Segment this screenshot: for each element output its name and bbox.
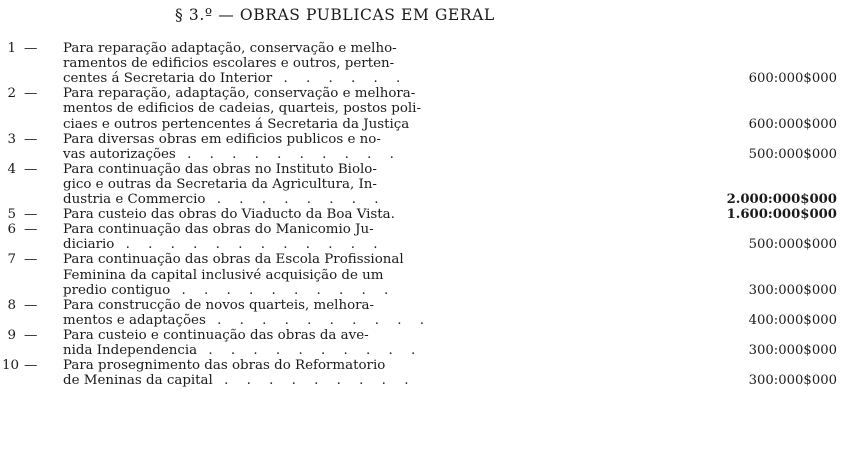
item-number: 10 (2, 358, 20, 374)
section-title: § 3.º — OBRAS PUBLICAS EM GERAL (175, 6, 495, 24)
item-number: 2 (7, 86, 16, 102)
dash-separator: — (24, 327, 38, 343)
dash-separator: — (24, 358, 38, 374)
item-text: Para continuação das obras no Instituto Biolo- (63, 161, 377, 177)
item-amount: 1.600:000$000 (726, 207, 837, 223)
item-text: Para custeio das obras do Viaducto da Boa Vista. (63, 207, 395, 223)
dot-leaders: . . . . . . . . . . . . (114, 237, 385, 253)
item-text: ciaes e outros pertencentes á Secretaria da Justiça (63, 116, 410, 132)
item-text: Para reparação, adaptação, conservação e melhora- (63, 86, 416, 102)
dash-separator: — (24, 207, 38, 223)
item-text: Para diversas obras em edificios publicos e no- (63, 131, 381, 147)
item-text: de Meninas da capital . . . . . . . . . (63, 373, 416, 389)
item-amount: 400:000$000 (748, 312, 837, 328)
item-amount: 300:000$000 (748, 343, 837, 358)
item-text: Para continuação das obras do Manicomio Ju- (63, 222, 374, 238)
item-text: centes á Secretaria do Interior . . . . . . (63, 71, 408, 87)
item-number: 6 (7, 222, 16, 238)
dash-separator: — (24, 222, 38, 238)
item-text: mentos e adaptações . . . . . . . . . . (63, 312, 431, 328)
item-text: Para construcção de novos quarteis, melhora- (63, 297, 375, 313)
item-amount: 500:000$000 (748, 146, 837, 162)
dash-separator: — (24, 252, 38, 268)
item-text: dustria e Commercio . . . . . . . . (63, 192, 386, 207)
dash-separator: — (24, 161, 38, 177)
item-number: 5 (7, 207, 16, 223)
item-text: Feminina da capital inclusivé acquisição de um (63, 267, 384, 283)
item-text: Para custeio e continuação das obras da ave- (63, 327, 369, 343)
item-amount: 600:000$000 (748, 71, 837, 87)
item-text: mentos de edificios de cadeias, quarteis, postos poli- (63, 101, 421, 117)
dot-leaders: . . . . . . . . . . (175, 146, 401, 162)
item-text: gico e outras da Secretaria da Agricultura, In- (63, 176, 377, 192)
item-text: vas autorizações . . . . . . . . . . (63, 146, 401, 162)
item-amount: 300:000$000 (748, 282, 837, 298)
dot-leaders: . . . . . . . . . (212, 373, 416, 389)
dot-leaders: . . . . . . (272, 71, 408, 87)
item-text: ramentos de edificios escolares e outros, perten- (63, 56, 395, 72)
dash-separator: — (24, 41, 38, 56)
dot-leaders: . . . . . . . . (205, 192, 386, 207)
item-text: diciario . . . . . . . . . . . . (63, 237, 385, 253)
item-text: nida Independencia . . . . . . . . . . (63, 343, 423, 358)
item-number: 3 (7, 131, 16, 147)
item-text: Para prosegnimento das obras do Reformatorio (63, 358, 386, 374)
item-amount: 2.000:000$000 (726, 192, 837, 207)
item-amount: 300:000$000 (748, 373, 837, 389)
item-text: Para continuação das obras da Escola Profissional (63, 252, 404, 268)
dash-separator: — (24, 131, 38, 147)
item-amount: 600:000$000 (748, 116, 837, 132)
dash-separator: — (24, 86, 38, 102)
item-number: 8 (7, 297, 16, 313)
dot-leaders: . . . . . . . . . . (170, 282, 396, 298)
item-text: Para reparação adaptação, conservação e melho- (63, 41, 397, 56)
item-number: 7 (7, 252, 16, 268)
item-number: 4 (7, 161, 16, 177)
dash-separator: — (24, 297, 38, 313)
dot-leaders: . . . . . . . . . . (197, 343, 423, 358)
item-number: 9 (7, 327, 16, 343)
item-amount: 500:000$000 (748, 237, 837, 253)
dot-leaders: . . . . . . . . . . (205, 312, 431, 328)
item-text: predio contiguo . . . . . . . . . . (63, 282, 396, 298)
item-number: 1 (7, 41, 16, 56)
